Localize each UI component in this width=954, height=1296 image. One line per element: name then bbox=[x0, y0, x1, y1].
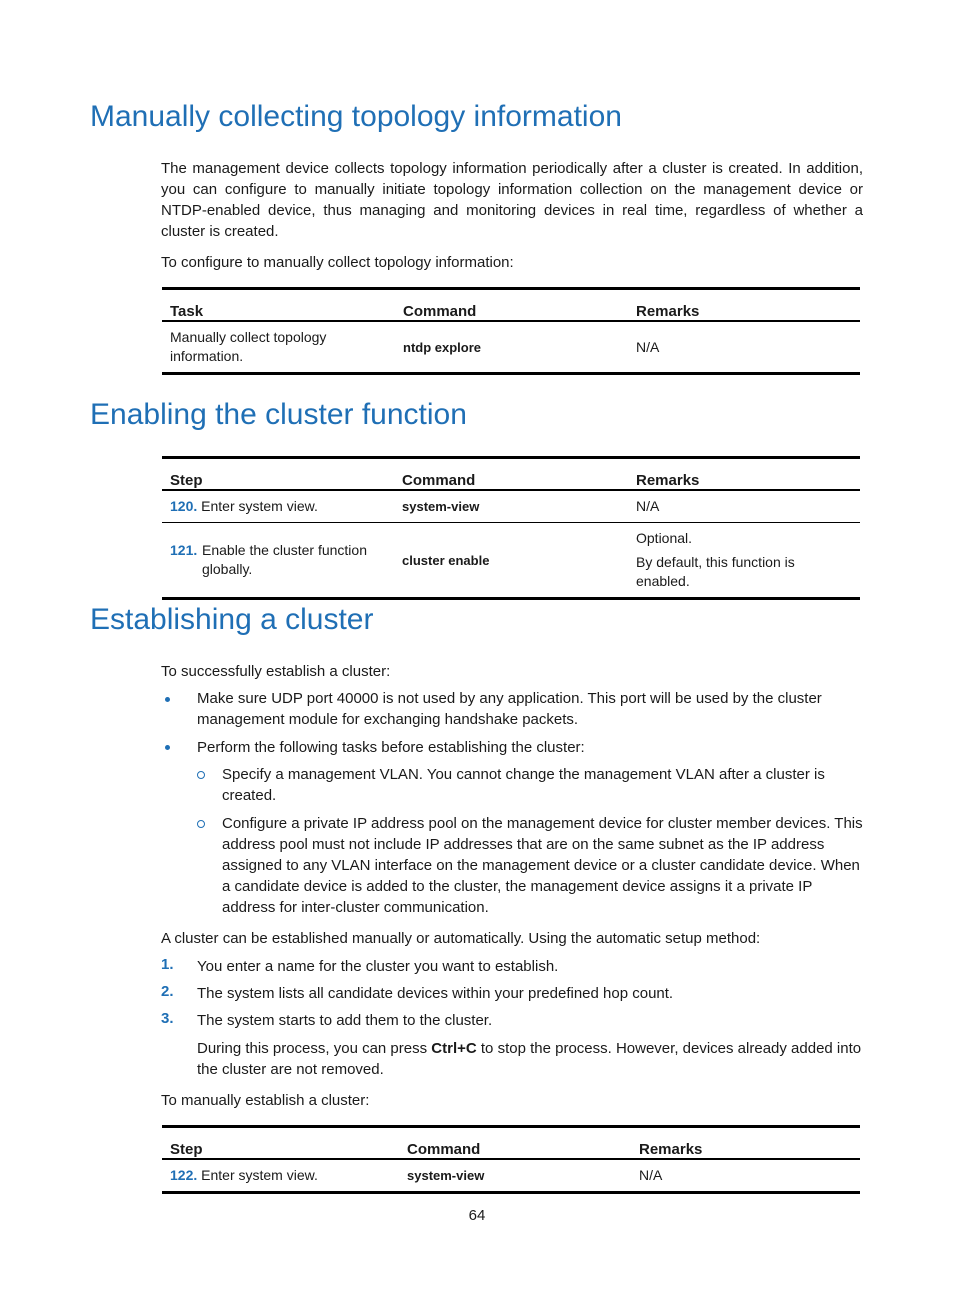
manual-setup-paragraph: To manually establish a cluster: bbox=[161, 1092, 370, 1109]
col-header-command: Command bbox=[394, 458, 628, 491]
sub-list-item: Configure a private IP address pool on the management device for cluster member devices. This address pool must not include IP addresses that are on the same subnet as the IP address assigned to any VLAN interface on the management device or a cluster candidate device. When a candidate device is added to the cluster, the management device assigns it a private IP address for inter-cluster communication. bbox=[222, 815, 863, 916]
table-row bbox=[162, 1159, 860, 1193]
col-header-command: Command bbox=[399, 1127, 631, 1160]
list-item: Make sure UDP port 40000 is not used by any application. This port will be used by the cluster management module for exchanging handshake packets. bbox=[197, 690, 822, 728]
list-item: You enter a name for the cluster you want to establish. bbox=[197, 958, 559, 975]
remarks-optional: Optional. bbox=[636, 530, 693, 546]
step-number: 122. bbox=[170, 1167, 198, 1183]
auto-setup-paragraph: A cluster can be established manually or automatically. Using the automatic setup method: bbox=[161, 930, 761, 947]
establish-cluster-table bbox=[162, 1125, 860, 1194]
section-title-enable-cluster: Enabling the cluster function bbox=[90, 398, 467, 431]
step-number: 121. bbox=[170, 542, 198, 558]
step-number: 120. bbox=[170, 498, 198, 514]
step-cell bbox=[162, 523, 394, 599]
step-text: Enable the cluster function globally. bbox=[202, 542, 367, 577]
list-item: Perform the following tasks before establishing the cluster: bbox=[197, 739, 585, 756]
command-cell: system-view bbox=[407, 1168, 485, 1183]
remarks-cell: N/A bbox=[636, 338, 660, 355]
command-cell: system-view bbox=[402, 499, 480, 514]
bullet-icon bbox=[165, 697, 170, 702]
col-header-task: Task bbox=[162, 289, 395, 322]
table-header-row bbox=[162, 458, 860, 491]
section-title-establishing-cluster: Establishing a cluster bbox=[90, 603, 374, 636]
step-number: 3. bbox=[161, 1010, 174, 1027]
step-cell bbox=[162, 490, 394, 523]
table-row bbox=[162, 490, 860, 523]
col-header-step: Step bbox=[162, 458, 394, 491]
section-title-topology: Manually collecting topology information bbox=[90, 100, 622, 133]
establish-intro: To successfully establish a cluster: bbox=[161, 663, 391, 680]
col-header-remarks: Remarks bbox=[628, 458, 860, 491]
step-text: Enter system view. bbox=[201, 1167, 318, 1183]
col-header-command: Command bbox=[395, 289, 628, 322]
table-header-row bbox=[162, 289, 860, 322]
command-cell: cluster enable bbox=[394, 523, 628, 599]
circle-bullet-icon bbox=[197, 820, 205, 828]
sub-list-item: Specify a management VLAN. You cannot change the management VLAN after a cluster is created. bbox=[222, 766, 825, 804]
col-header-remarks: Remarks bbox=[628, 289, 860, 322]
remarks-cell: N/A bbox=[639, 1167, 663, 1183]
ctrl-c-note bbox=[197, 1038, 863, 1080]
remarks-default: By default, this function is enabled. bbox=[636, 554, 795, 589]
enable-cluster-table bbox=[162, 456, 860, 600]
col-header-step: Step bbox=[162, 1127, 399, 1160]
list-item: The system lists all candidate devices within your predefined hop count. bbox=[197, 985, 674, 1002]
table-header-row bbox=[162, 1127, 860, 1160]
command-cell: ntdp explore bbox=[403, 339, 482, 355]
remarks-cell: N/A bbox=[636, 498, 660, 514]
step-cell bbox=[162, 1159, 399, 1193]
key-combo: Ctrl+C bbox=[431, 1040, 477, 1057]
bullet-icon bbox=[165, 745, 170, 750]
list-item: The system starts to add them to the cluster. bbox=[197, 1012, 493, 1029]
topology-task-table bbox=[162, 287, 860, 375]
topology-config-lead: To configure to manually collect topology information: bbox=[161, 254, 514, 271]
step-text: Enter system view. bbox=[201, 498, 318, 514]
task-cell: Manually collect topology information. bbox=[170, 329, 327, 364]
step-number: 1. bbox=[161, 956, 174, 973]
page-number: 64 bbox=[468, 1207, 486, 1224]
note-text: to stop the process. However, devices already added into the cluster are not removed. bbox=[197, 1040, 862, 1078]
circle-bullet-icon bbox=[197, 771, 205, 779]
col-header-remarks: Remarks bbox=[631, 1127, 860, 1160]
remarks-cell bbox=[628, 523, 860, 599]
note-text: During this process, you can press bbox=[197, 1040, 432, 1057]
table-row bbox=[162, 321, 860, 374]
table-row bbox=[162, 523, 860, 599]
topology-intro-paragraph: The management device collects topology information periodically after a cluster is created. In addition, you can configure to manually initiate topology information collection on the management device or NTDP-enabled device, thus managing and monitoring devices in real time, regardless of whether a cluster is created. bbox=[161, 160, 863, 240]
step-number: 2. bbox=[161, 983, 174, 1000]
